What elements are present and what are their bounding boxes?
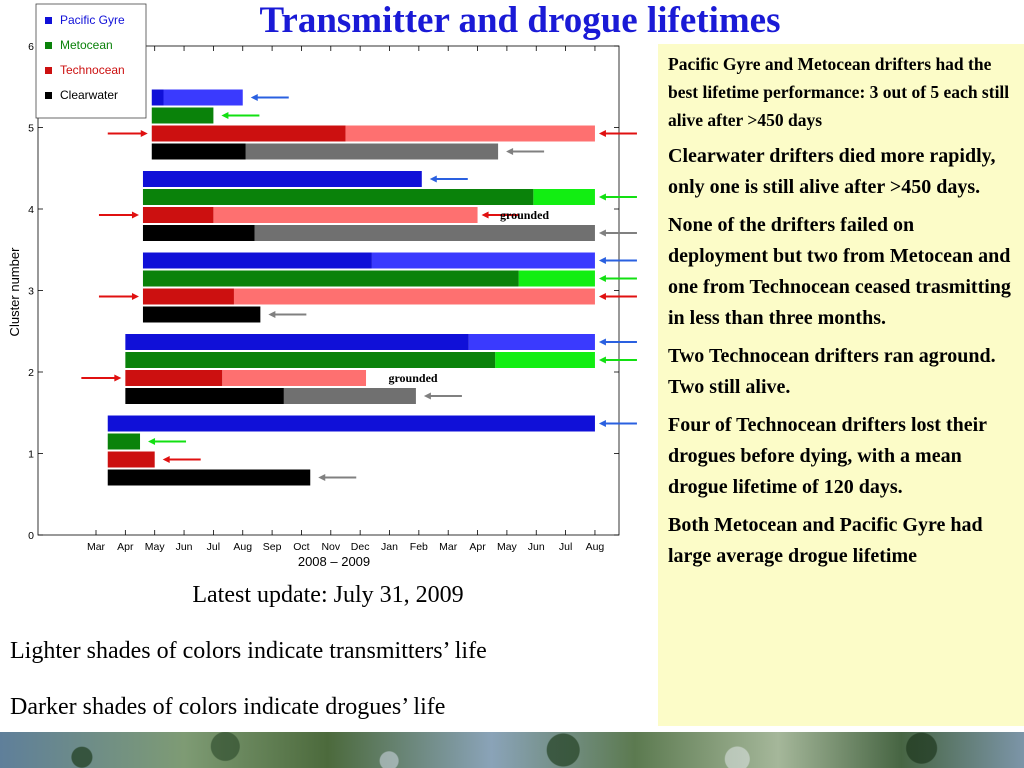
transmitter-life-bar — [372, 253, 595, 269]
drogue-life-bar — [143, 307, 260, 323]
transmitter-life-bar — [284, 388, 416, 404]
x-tick-label: May — [144, 541, 165, 553]
x-tick-label: Jul — [558, 541, 573, 553]
transmitter-life-bar — [469, 334, 595, 350]
grounded-annotation: grounded — [499, 208, 550, 222]
drogue-life-bar — [143, 207, 213, 223]
x-tick-label: Aug — [233, 541, 253, 553]
note-item: Four of Technocean drifters lost their drogues before dying, with a mean drogue lifetime of 120 days. — [668, 414, 987, 498]
alive-arrow-head — [599, 357, 606, 364]
transmitter-life-bar — [234, 289, 595, 305]
legend-entry: Pacific Gyre — [60, 13, 125, 27]
alive-arrow-head — [599, 194, 606, 201]
x-tick-label: Mar — [86, 541, 106, 553]
drogue-life-bar — [152, 108, 214, 124]
note-item: Both Metocean and Pacific Gyre had large average drogue lifetime — [668, 514, 983, 567]
transmitter-life-bar — [222, 370, 366, 386]
alive-arrow-head — [599, 275, 606, 282]
transmitter-life-bar — [213, 207, 477, 223]
technocean-left-arrow-head — [132, 212, 139, 219]
x-tick-label: Apr — [117, 541, 134, 553]
x-tick-label: Jan — [381, 541, 398, 553]
y-tick-label: 1 — [28, 448, 34, 461]
x-axis-label: 2008 – 2009 — [297, 554, 371, 569]
drogue-life-bar — [125, 388, 283, 404]
drogue-life-bar — [125, 352, 495, 368]
alive-arrow-head — [599, 130, 606, 137]
y-axis-label: Cluster number — [7, 247, 22, 337]
ended-arrow-head — [424, 393, 431, 400]
legend-swatch — [45, 17, 52, 24]
darker-shades-caption: Darker shades of colors indicate drogues’ life — [10, 694, 446, 720]
note-item: Two Technocean drifters ran aground. Two still alive. — [668, 345, 996, 398]
ended-arrow-head — [506, 148, 513, 155]
alive-arrow-head — [599, 339, 606, 346]
grounded-annotation: grounded — [388, 371, 438, 385]
ended-arrow-head — [163, 456, 170, 463]
y-tick-label: 3 — [28, 285, 34, 298]
page-title: Transmitter and drogue lifetimes — [259, 0, 781, 41]
drogue-life-bar — [108, 470, 311, 486]
y-tick-label: 2 — [28, 367, 34, 379]
transmitter-life-bar — [254, 225, 594, 241]
y-tick-label: 6 — [28, 41, 34, 53]
x-tick-label: Sep — [262, 541, 282, 553]
drogue-life-bar — [108, 452, 155, 468]
legend-entry: Metocean — [60, 38, 113, 52]
alive-arrow-head — [599, 257, 606, 264]
alive-arrow-head — [599, 420, 606, 427]
y-tick-label: 5 — [28, 122, 34, 135]
alive-arrow-head — [599, 230, 606, 237]
drogue-life-bar — [143, 225, 255, 241]
drogue-life-bar — [125, 334, 468, 350]
legend-swatch — [45, 92, 52, 99]
note-item: None of the drifters failed on deployment but two from Metocean and one from Technocean ceased trasmitting in less than three months. — [668, 214, 1011, 329]
footer-landscape-photo — [0, 732, 1024, 768]
technocean-left-arrow-head — [114, 375, 121, 382]
drogue-life-bar — [143, 253, 372, 269]
ended-arrow-head — [318, 474, 325, 481]
notes-panel — [658, 44, 1024, 726]
note-item: Pacific Gyre and Metocean drifters had the best lifetime performance: 3 out of 5 each still alive after >450 days — [668, 54, 1010, 130]
legend-swatch — [45, 67, 52, 74]
legend-entry: Clearwater — [60, 88, 119, 102]
drogue-life-bar — [152, 144, 246, 160]
x-tick-label: Feb — [409, 541, 428, 553]
drogue-life-bar — [143, 271, 519, 287]
x-tick-label: Mar — [439, 541, 458, 553]
drogue-life-bar — [152, 90, 164, 106]
alive-arrow-head — [482, 212, 489, 219]
x-tick-label: Oct — [293, 541, 310, 553]
ended-arrow-head — [251, 94, 258, 101]
drogue-life-bar — [152, 126, 346, 142]
drogue-life-bar — [143, 189, 533, 205]
x-tick-label: Jun — [527, 541, 545, 553]
x-tick-label: May — [496, 541, 517, 553]
transmitter-life-bar — [246, 144, 498, 160]
transmitter-life-bar — [495, 352, 595, 368]
technocean-left-arrow-head — [141, 130, 148, 137]
legend — [36, 4, 146, 118]
x-tick-label: Apr — [469, 541, 486, 553]
ended-arrow-head — [221, 112, 228, 119]
drogue-life-bar — [108, 434, 140, 450]
ended-arrow-head — [430, 176, 437, 183]
transmitter-life-bar — [345, 126, 594, 142]
legend-entry: Technocean — [60, 63, 125, 77]
latest-update-caption: Latest update: July 31, 2009 — [192, 582, 464, 608]
legend-swatch — [45, 42, 52, 49]
transmitter-life-bar — [164, 90, 243, 106]
x-tick-label: Nov — [321, 541, 341, 553]
note-item: Clearwater drifters died more rapidly, only one is still alive after >450 days. — [668, 145, 996, 198]
drogue-life-bar — [125, 370, 222, 386]
lighter-shades-caption: Lighter shades of colors indicate transmitters’ life — [10, 638, 487, 664]
y-tick-label: 4 — [28, 204, 34, 216]
drogue-life-bar — [108, 416, 595, 432]
x-tick-label: Dec — [350, 541, 370, 553]
ended-arrow-head — [268, 311, 275, 318]
bar-group — [108, 90, 595, 486]
footer-foliage — [0, 732, 1024, 768]
transmitter-life-bar — [533, 189, 595, 205]
drogue-life-bar — [143, 171, 422, 187]
drogue-life-bar — [143, 289, 234, 305]
drifter-lifetime-chart — [0, 0, 656, 580]
x-tick-label: Jun — [175, 541, 193, 553]
alive-arrow-head — [599, 293, 606, 300]
technocean-left-arrow-head — [132, 293, 139, 300]
x-tick-label: Jul — [206, 541, 221, 553]
x-tick-label: Aug — [585, 541, 605, 553]
y-tick-label: 0 — [28, 530, 34, 542]
ended-arrow-head — [148, 438, 155, 445]
transmitter-life-bar — [519, 271, 595, 287]
